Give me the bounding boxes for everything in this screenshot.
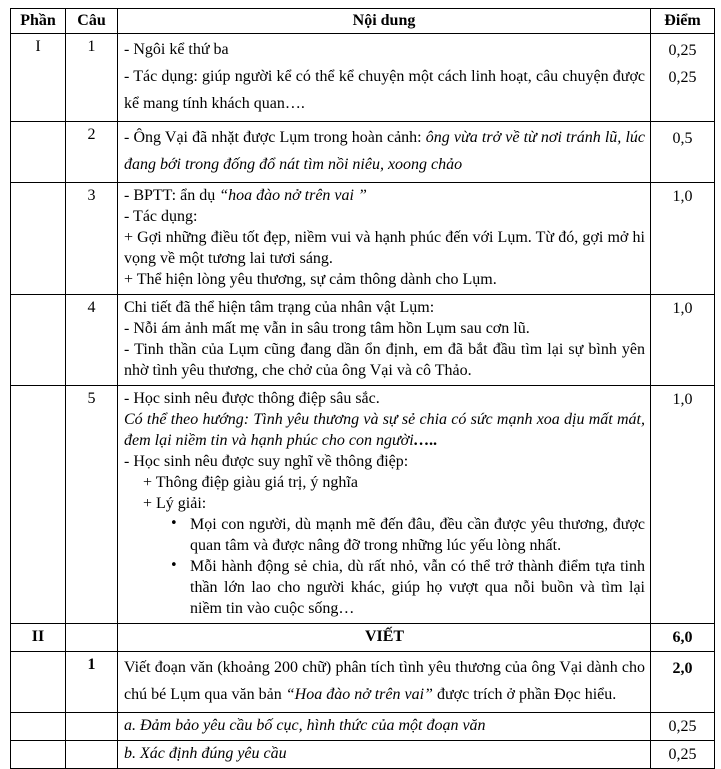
- phan-cell: [11, 122, 66, 183]
- cau-cell: [66, 741, 118, 769]
- text-run: - BPTT: ẩn dụ: [124, 187, 220, 204]
- table-row: [11, 386, 715, 624]
- score-cell: [651, 34, 715, 122]
- phan-cell: [11, 713, 66, 741]
- content-paragraph: [124, 227, 645, 269]
- score-value: 0,25: [668, 42, 697, 59]
- text-run: Mọi con người, dù mạnh mẽ đến đâu, đều cần được yêu thương, được quan tâm và được nâng đỡ trong những lúc yếu lòng nhất.: [190, 516, 645, 554]
- text-run: + Lý giải:: [143, 495, 207, 512]
- content-paragraph: [124, 409, 645, 451]
- score-cell: [651, 713, 715, 741]
- text-run: - Học sinh nêu được thông điệp sâu sắc.: [124, 390, 380, 407]
- content-paragraph: [124, 269, 645, 290]
- content-cell: [118, 652, 651, 713]
- cau-cell: [66, 624, 118, 652]
- text-run: được trích ở phần Đọc hiểu.: [432, 686, 617, 703]
- text-run: a. Đảm bảo yêu cầu bố cục, hình thức của một đoạn văn: [124, 717, 486, 734]
- score-cell: [651, 295, 715, 386]
- content-paragraph: [124, 715, 645, 736]
- phan-cell: [11, 652, 66, 713]
- content-paragraph: [124, 318, 645, 339]
- text-run: b. Xác định đúng yêu cầu: [124, 745, 287, 762]
- phan-cell: I: [11, 34, 66, 122]
- phan-cell: II: [11, 624, 66, 652]
- content-paragraph: [124, 451, 645, 472]
- text-run: …..: [413, 432, 438, 449]
- text-run: “Hoa đào nở trên vai”: [285, 686, 433, 703]
- phan-cell: [11, 183, 66, 295]
- header-cau: Câu: [66, 9, 118, 34]
- cau-cell: 3: [66, 183, 118, 295]
- table-row: [11, 183, 715, 295]
- header-row: [11, 9, 715, 34]
- table-body: [11, 34, 715, 769]
- text-run: - Tác dụng:: [124, 208, 198, 225]
- text-run: + Thông điệp giàu giá trị, ý nghĩa: [143, 474, 358, 491]
- score-value: 0,25: [668, 718, 697, 735]
- text-run: - Học sinh nêu được suy nghĩ về thông điệp:: [124, 453, 409, 470]
- content-paragraph: [124, 124, 645, 178]
- score-cell: [651, 183, 715, 295]
- text-run: - Ông Vại đã nhặt được Lụm trong hoàn cảnh:: [124, 129, 426, 146]
- text-run: - Nỗi ám ảnh mất mẹ vẫn in sâu trong tâm hồn Lụm sau cơn lũ.: [124, 320, 530, 337]
- text-run: - Ngôi kể thứ ba: [124, 41, 229, 58]
- score-value: 0,5: [672, 130, 693, 147]
- content-paragraph: [124, 297, 645, 318]
- table-row: [11, 34, 715, 122]
- text-run: ông vừa trở về từ nơi tránh lũ, lúc đang bới trong đống đổ nát tìm nồi niêu, xoong chảo: [124, 129, 646, 173]
- score-value: 1,0: [672, 391, 693, 408]
- content-cell: [118, 741, 651, 769]
- content-paragraph: [124, 472, 645, 493]
- bullet-item: [124, 514, 645, 556]
- content-cell: [118, 34, 651, 122]
- bullet-icon: •: [170, 516, 178, 531]
- score-cell: [651, 122, 715, 183]
- table-row: [11, 122, 715, 183]
- header-diem: Điểm: [651, 9, 715, 34]
- header-noi-dung: Nội dung: [118, 9, 651, 34]
- table-row: [11, 741, 715, 769]
- content-cell: [118, 713, 651, 741]
- bullet-icon: •: [170, 558, 178, 573]
- phan-cell: [11, 295, 66, 386]
- score-value: 6,0: [672, 629, 693, 646]
- content-paragraph: [124, 206, 645, 227]
- score-value: 2,0: [672, 660, 693, 677]
- text-run: Mỗi hành động sẻ chia, dù rất nhỏ, vẫn có thể trở thành điểm tựa tinh thần lớn lao cho người khác, giúp họ vượt qua nỗi buồn và tìm lại niềm tin vào cuộc sống…: [190, 558, 645, 617]
- cau-cell: 1: [66, 652, 118, 713]
- cau-cell: 2: [66, 122, 118, 183]
- content-paragraph: [124, 626, 645, 647]
- content-paragraph: [124, 654, 645, 708]
- content-paragraph: [124, 493, 645, 514]
- content-cell: [118, 295, 651, 386]
- score-cell: [651, 652, 715, 713]
- content-paragraph: [124, 36, 645, 63]
- content-cell: [118, 386, 651, 624]
- text-run: Viết đoạn văn (khoảng 200 chữ) phân tích tình yêu thương của ông Vại dành cho chú bé Lụm qua văn bản: [124, 659, 645, 703]
- phan-cell: [11, 741, 66, 769]
- text-run: - Tinh thần của Lụm cũng đang dần ổn định, em đã bắt đầu tìm lại sự bình yên nhờ tình yêu thương, che chở của ông Vại và cô Thảo.: [124, 341, 645, 379]
- score-cell: [651, 741, 715, 769]
- table-row: [11, 652, 715, 713]
- table-row: [11, 295, 715, 386]
- table-row: [11, 624, 715, 652]
- cau-cell: 4: [66, 295, 118, 386]
- content-cell: [118, 183, 651, 295]
- text-run: Có thể theo hướng: Tình yêu thương và sự sẻ chia có sức mạnh xoa dịu mất mát, đem lại niềm tin và hạnh phúc cho con người: [124, 411, 645, 449]
- cau-cell: 1: [66, 34, 118, 122]
- score-value: 0,25: [668, 69, 697, 86]
- table-row: [11, 713, 715, 741]
- cau-cell: [66, 713, 118, 741]
- score-value: 1,0: [672, 188, 693, 205]
- content-paragraph: [124, 388, 645, 409]
- content-cell: [118, 624, 651, 652]
- text-run: + Thể hiện lòng yêu thương, sự cảm thông dành cho Lụm.: [124, 271, 497, 288]
- cau-cell: 5: [66, 386, 118, 624]
- score-value: 0,25: [668, 746, 697, 763]
- content-cell: [118, 122, 651, 183]
- content-paragraph: [124, 63, 645, 117]
- text-run: + Gợi những điều tốt đẹp, niềm vui và hạnh phúc đến với Lụm. Từ đó, gợi mở hi vọng về một tương lai tươi sáng.: [124, 229, 645, 267]
- text-run: “hoa đào nở trên vai ”: [219, 187, 367, 204]
- header-phan: Phần: [11, 9, 66, 34]
- score-value: 1,0: [672, 300, 693, 317]
- text-run: Chi tiết đã thể hiện tâm trạng của nhân vật Lụm:: [124, 299, 435, 316]
- rubric-table: [10, 8, 715, 769]
- bullet-item: [124, 556, 645, 619]
- content-paragraph: [124, 185, 645, 206]
- phan-cell: [11, 386, 66, 624]
- content-paragraph: [124, 743, 645, 764]
- text-run: VIẾT: [364, 628, 405, 645]
- score-cell: [651, 386, 715, 624]
- content-paragraph: [124, 339, 645, 381]
- score-cell: [651, 624, 715, 652]
- text-run: - Tác dụng: giúp người kể có thể kể chuyện một cách linh hoạt, câu chuyện được kể mang tính khách quan….: [124, 68, 645, 112]
